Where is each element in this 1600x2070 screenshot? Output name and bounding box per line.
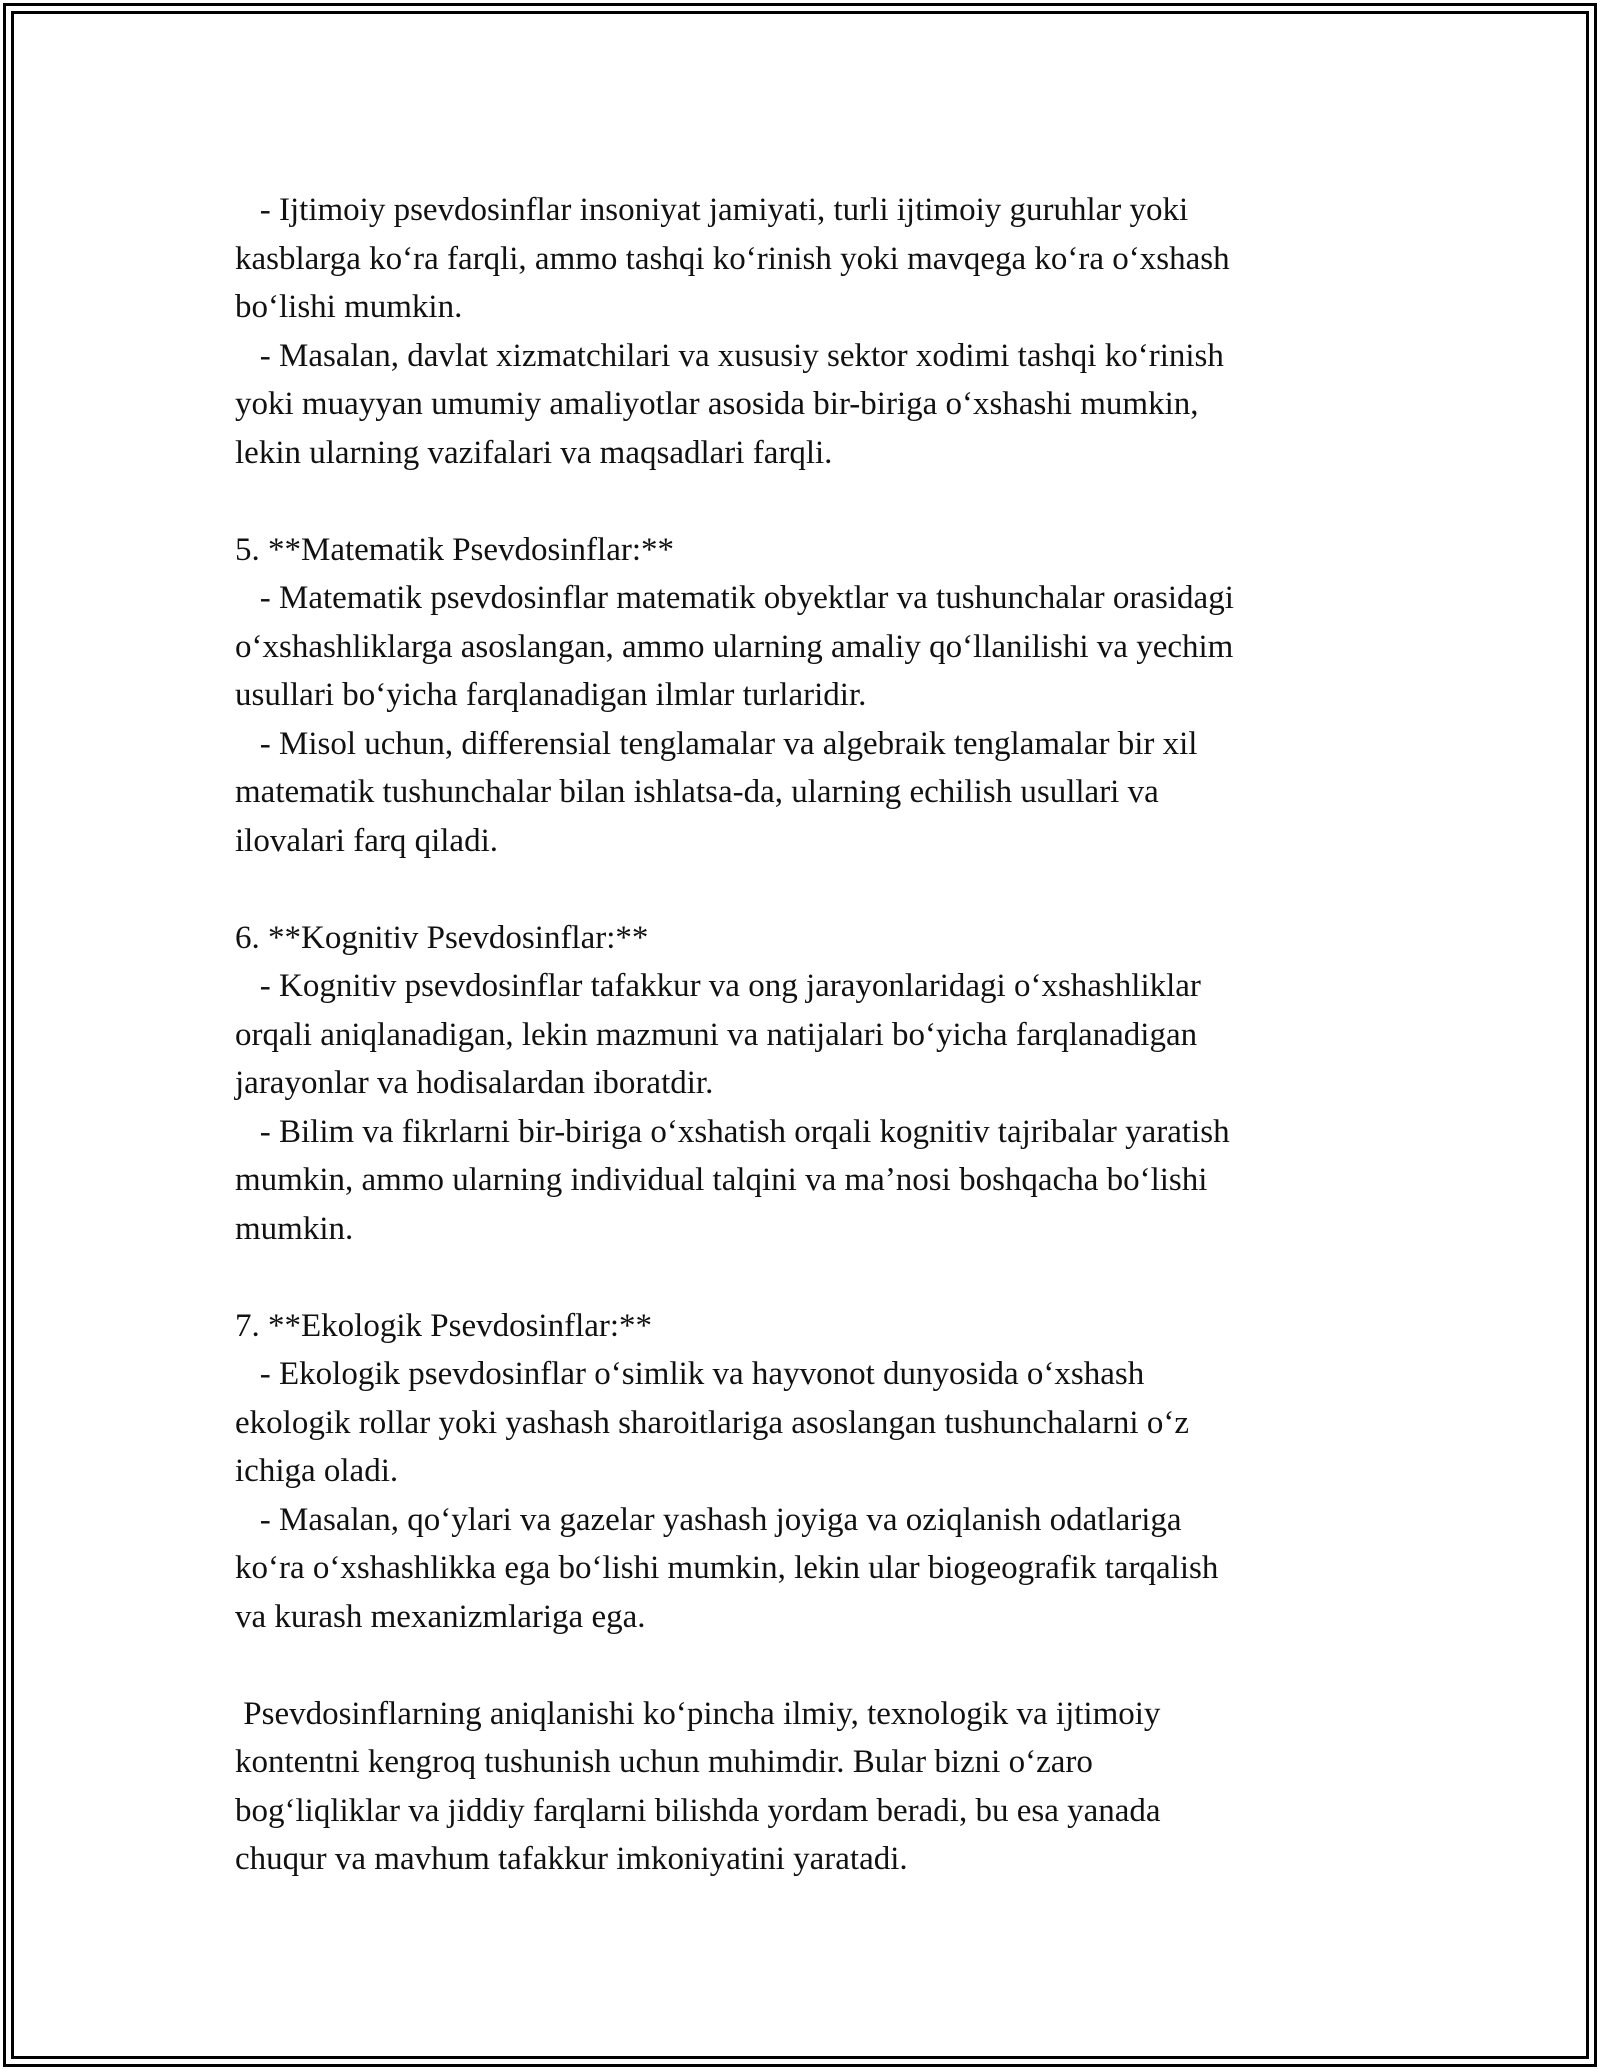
text-line: - Ijtimoiy psevdosinflar insoniyat jamiyati, turli ijtimoiy guruhlar yoki xyxy=(235,192,1189,228)
paragraph xyxy=(235,332,1365,478)
text-line: yoki muayyan umumiy amaliyotlar asosida bir-biriga oʻxshashi mumkin, xyxy=(235,386,1199,422)
paragraph xyxy=(235,1350,1365,1496)
document-body xyxy=(235,186,1365,1884)
text-line: ekologik rollar yoki yashash sharoitlariga asoslangan tushunchalarni oʻz xyxy=(235,1404,1189,1441)
text-line: - Misol uchun, differensial tenglamalar va algebraik tenglamalar bir xil xyxy=(235,725,1198,762)
text-line: koʻra oʻxshashlikka ega boʻlishi mumkin, lekin ular biogeografik tarqalish xyxy=(235,1550,1219,1586)
text-line: ichiga oladi. xyxy=(235,1453,399,1489)
text-line: - Matematik psevdosinflar matematik obyektlar va tushunchalar orasidagi xyxy=(235,580,1234,616)
text-line: va kurash mexanizmlariga ega. xyxy=(235,1598,646,1635)
text-line: oʻxshashliklarga asoslangan, ammo ularning amaliy qoʻllanilishi va yechim xyxy=(235,628,1234,665)
text-line: 7. **Ekologik Psevdosinflar:** xyxy=(235,1307,653,1344)
blank-line xyxy=(235,1253,1365,1302)
paragraph xyxy=(235,962,1365,1108)
blank-line xyxy=(235,1641,1365,1690)
text-line: mumkin. xyxy=(235,1210,354,1247)
text-line: lekin ularning vazifalari va maqsadlari farqli. xyxy=(235,434,833,471)
text-line: Psevdosinflarning aniqlanishi koʻpincha ilmiy, texnologik va ijtimoiy xyxy=(235,1695,1161,1732)
paragraph xyxy=(235,1496,1365,1642)
text-line: boʻlishi mumkin. xyxy=(235,289,463,325)
text-line: matematik tushunchalar bilan ishlatsa-da, ularning echilish usullari va xyxy=(235,774,1159,810)
text-line: - Ekologik psevdosinflar oʻsimlik va hayvonot dunyosida oʻxshash xyxy=(235,1356,1145,1392)
text-line: bogʻliqliklar va jiddiy farqlarni bilishda yordam beradi, bu esa yanada xyxy=(235,1792,1161,1829)
text-line: - Kognitiv psevdosinflar tafakkur va ong jarayonlaridagi oʻxshashliklar xyxy=(235,968,1201,1004)
text-line: - Bilim va fikrlarni bir-biriga oʻxshatish orqali kognitiv tajribalar yaratish xyxy=(235,1113,1230,1150)
text-line: - Masalan, davlat xizmatchilari va xususiy sektor xodimi tashqi koʻrinish xyxy=(235,337,1224,374)
text-line: usullari boʻyicha farqlanadigan ilmlar turlaridir. xyxy=(235,677,867,713)
text-line: 6. **Kognitiv Psevdosinflar:** xyxy=(235,919,649,956)
paragraph xyxy=(235,186,1365,332)
text-line: - Masalan, qoʻylari va gazelar yashash joyiga va oziqlanish odatlariga xyxy=(235,1501,1182,1538)
paragraph xyxy=(235,574,1365,720)
blank-line xyxy=(235,477,1365,526)
section-heading xyxy=(235,526,1365,575)
section-heading xyxy=(235,914,1365,963)
section-heading xyxy=(235,1302,1365,1351)
text-line: orqali aniqlanadigan, lekin mazmuni va natijalari boʻyicha farqlanadigan xyxy=(235,1016,1198,1053)
paragraph xyxy=(235,1690,1365,1884)
paragraph xyxy=(235,1108,1365,1254)
text-line: kontentni kengroq tushunish uchun muhimdir. Bular bizni oʻzaro xyxy=(235,1744,1093,1780)
text-line: mumkin, ammo ularning individual talqini va maʼnosi boshqacha boʻlishi xyxy=(235,1162,1208,1198)
blank-line xyxy=(235,865,1365,914)
paragraph xyxy=(235,720,1365,866)
text-line: ilovalari farq qiladi. xyxy=(235,822,498,859)
text-line: chuqur va mavhum tafakkur imkoniyatini yaratadi. xyxy=(235,1841,908,1877)
text-line: kasblarga koʻra farqli, ammo tashqi koʻrinish yoki mavqega koʻra oʻxshash xyxy=(235,240,1230,277)
text-line: 5. **Matematik Psevdosinflar:** xyxy=(235,531,675,568)
text-line: jarayonlar va hodisalardan iboratdir. xyxy=(235,1065,714,1101)
